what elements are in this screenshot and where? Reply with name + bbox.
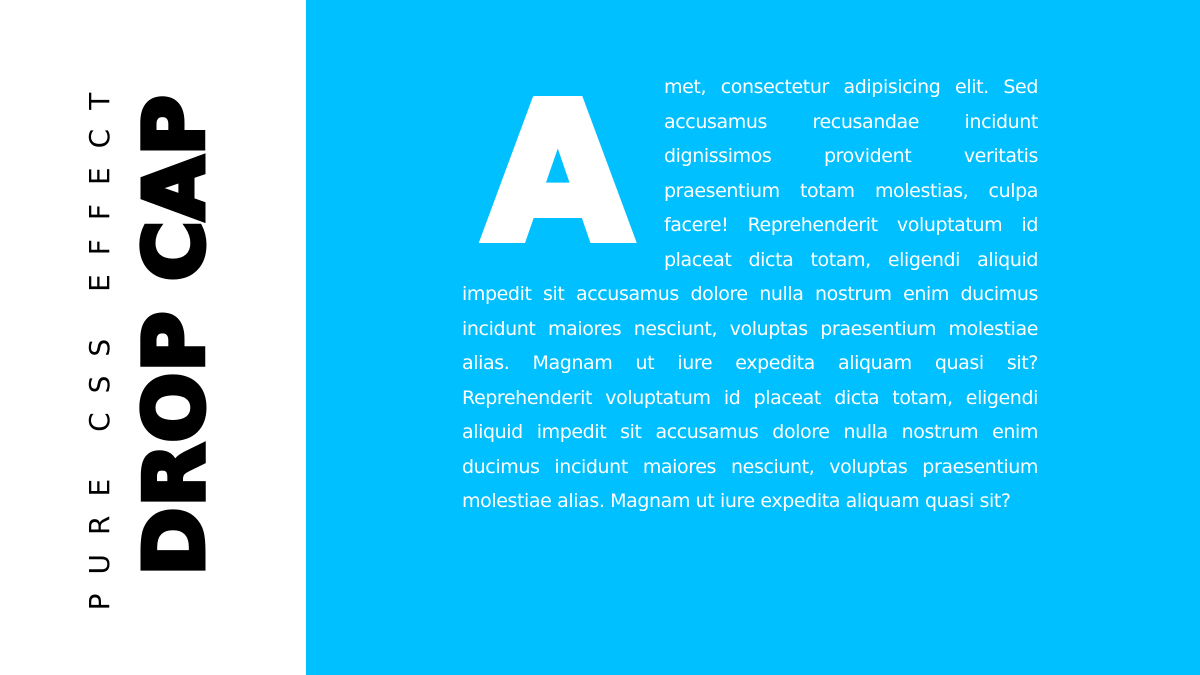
article-body: met, consectetur adipisicing elit. Sed accusamus recusandae incidunt dignissimos provident veritatis praesentium totam molestias, culpa facere! Reprehenderit voluptatum id placeat dicta totam, eligendi aliquid impedit sit accusamus dolore nulla nostrum enim ducimus incidunt maiores nesciunt, voluptas praesentium molestiae alias. Magnam ut iure expedita aliquam quasi sit? Reprehenderit voluptatum id placeat dicta totam, eligendi aliquid impedit sit accusamus dolore nulla nostrum enim ducimus incidunt maiores nesciunt, voluptas praesentium molestiae alias. Magnam ut iure expedita aliquam quasi sit?: [462, 76, 1038, 512]
subtitle: PURE CSS EFFECT: [83, 73, 116, 611]
page-title: DROP CAP: [128, 94, 223, 576]
content-panel: [306, 0, 1200, 675]
article-paragraph: [462, 64, 1038, 519]
drop-cap: [462, 64, 664, 283]
sidebar: [0, 0, 306, 675]
drop-cap-letter: A: [485, 64, 631, 283]
